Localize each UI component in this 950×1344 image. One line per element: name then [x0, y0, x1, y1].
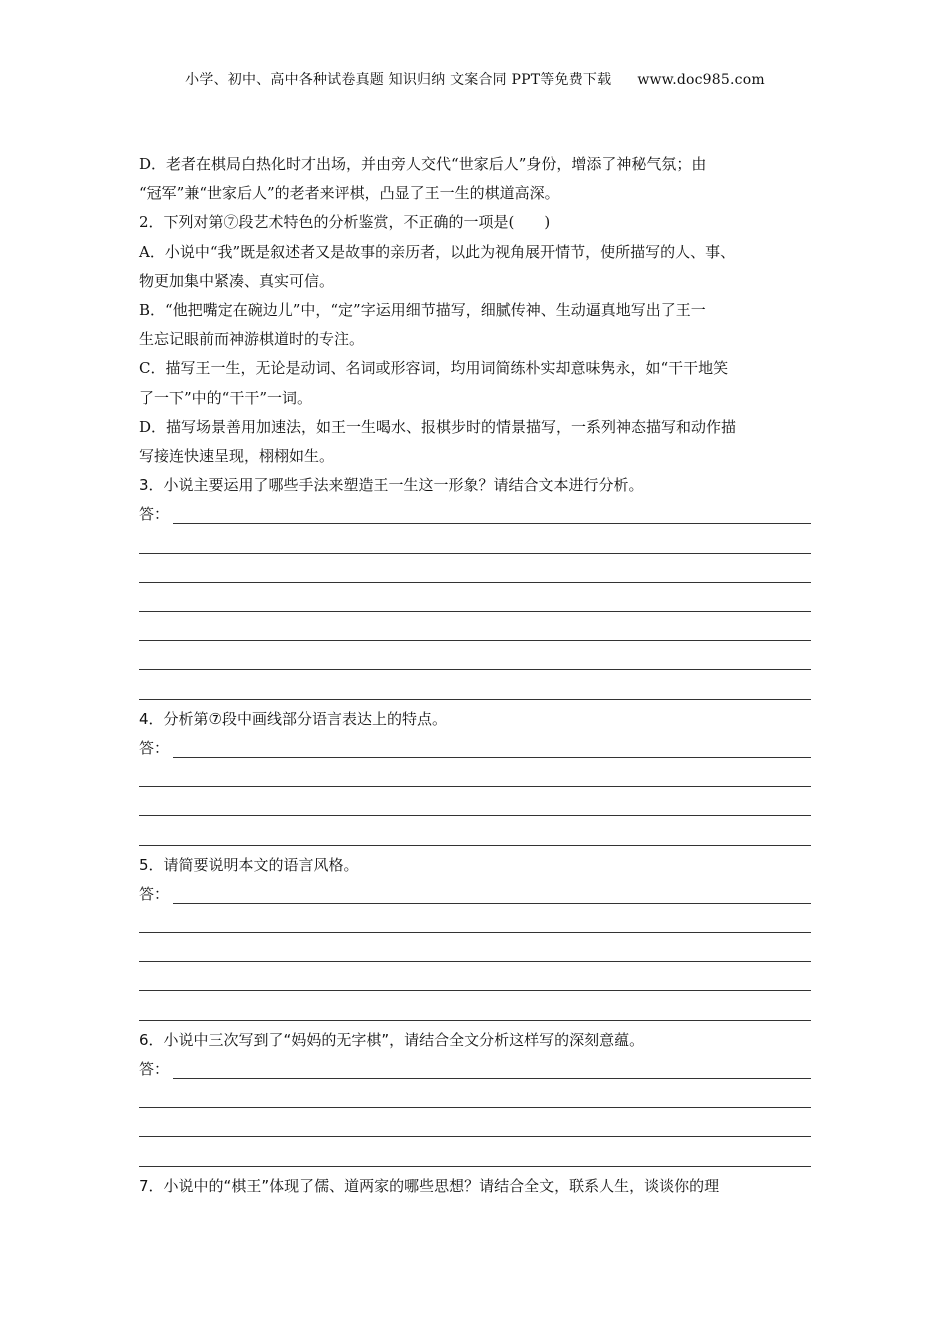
- question-4: 4．分析第⑦段中画线部分语言表达上的特点。: [139, 709, 447, 728]
- answer-line[interactable]: [139, 1142, 813, 1171]
- answer-rule: [139, 961, 811, 962]
- answer-rule: [139, 669, 811, 670]
- answer-line[interactable]: [139, 588, 813, 617]
- option-b: B．“他把嘴定在碗边儿”中，“定”字运用细节描写，细腻传神、生动逼真地写出了王一: [139, 300, 706, 319]
- answer-label: 答：: [139, 505, 170, 524]
- header-site: www.doc985.com: [637, 72, 765, 88]
- text-line: 写接连快速呈现，栩栩如生。: [139, 446, 335, 465]
- answer-rule: [139, 845, 811, 846]
- answer-rule: [139, 1020, 811, 1021]
- answer-line[interactable]: [139, 1084, 813, 1113]
- text-line: 物更加集中紧凑、真实可信。: [139, 271, 335, 290]
- text-line: “冠军”兼“世家后人”的老者来评棋，凸显了王一生的棋道高深。: [139, 184, 560, 203]
- question-2: 2．下列对第⑦段艺术特色的分析鉴赏，不正确的一项是( ): [139, 213, 551, 232]
- answer-line[interactable]: [139, 617, 813, 646]
- header-text: 小学、初中、高中各种试卷真题 知识归纳 文案合同 PPT等免费下载: [185, 72, 612, 88]
- answer-line[interactable]: [139, 821, 813, 850]
- answer-line[interactable]: [139, 909, 813, 938]
- question-3: 3．小说主要运用了哪些手法来塑造王一生这一形象？请结合文本进行分析。: [139, 476, 644, 495]
- answer-rule: [139, 1166, 811, 1167]
- answer-line[interactable]: [139, 559, 813, 588]
- answer-rule: [139, 1107, 811, 1108]
- text-line: 生忘记眼前而神游棋道时的专注。: [139, 330, 365, 349]
- answer-line[interactable]: [139, 996, 813, 1025]
- answer-rule: [139, 786, 811, 787]
- answer-rule: [139, 582, 811, 583]
- answer-rule: [139, 1136, 811, 1137]
- option-d: D．描写场景善用加速法，如王一生喝水、报棋步时的情景描写，一系列神态描写和动作描: [139, 417, 737, 436]
- answer-line[interactable]: [139, 675, 813, 704]
- answer-line[interactable]: [139, 792, 813, 821]
- question-list: [139, 471, 813, 1201]
- answer-line[interactable]: [139, 646, 813, 675]
- answer-label: 答：: [139, 884, 170, 903]
- answer-rule: [139, 815, 811, 816]
- answer-label: 答：: [139, 1059, 170, 1078]
- option-c: C．描写王一生，无论是动词、名词或形容词，均用词简练朴实却意味隽永，如“干干地笑: [139, 359, 729, 378]
- question-6: 6．小说中三次写到了“妈妈的无字棋”，请结合全文分析这样写的深刻意蕴。: [139, 1030, 645, 1049]
- answer-line[interactable]: [139, 500, 813, 529]
- answer-line[interactable]: [139, 734, 813, 763]
- answer-rule: [173, 523, 811, 524]
- answer-line[interactable]: [139, 880, 813, 909]
- answer-line[interactable]: [139, 529, 813, 558]
- question-5: 5．请简要说明本文的语言风格。: [139, 855, 359, 874]
- answer-rule: [173, 903, 811, 904]
- answer-rule: [139, 932, 811, 933]
- document-body: [139, 150, 813, 1201]
- question-7: 7．小说中的“棋王”体现了儒、道两家的哪些思想？请结合全文，联系人生，谈谈你的理: [139, 1176, 720, 1195]
- page-header: [0, 69, 950, 89]
- answer-rule: [173, 1078, 811, 1079]
- answer-rule: [139, 699, 811, 700]
- text-line: D．老者在棋局白热化时才出场，并由旁人交代“世家后人”身份，增添了神秘气氛；由: [139, 155, 707, 173]
- answer-rule: [139, 553, 811, 554]
- answer-rule: [139, 611, 811, 612]
- answer-rule: [139, 990, 811, 991]
- text-line: 了一下”中的“干干”一词。: [139, 388, 313, 407]
- answer-line[interactable]: [139, 763, 813, 792]
- answer-label: 答：: [139, 738, 170, 757]
- answer-line[interactable]: [139, 967, 813, 996]
- answer-line[interactable]: [139, 1113, 813, 1142]
- answer-rule: [173, 757, 811, 758]
- option-a: A．小说中“我”既是叙述者又是故事的亲历者，以此为视角展开情节，使所描写的人、事、: [139, 242, 736, 261]
- answer-line[interactable]: [139, 1055, 813, 1084]
- answer-line[interactable]: [139, 938, 813, 967]
- answer-rule: [139, 640, 811, 641]
